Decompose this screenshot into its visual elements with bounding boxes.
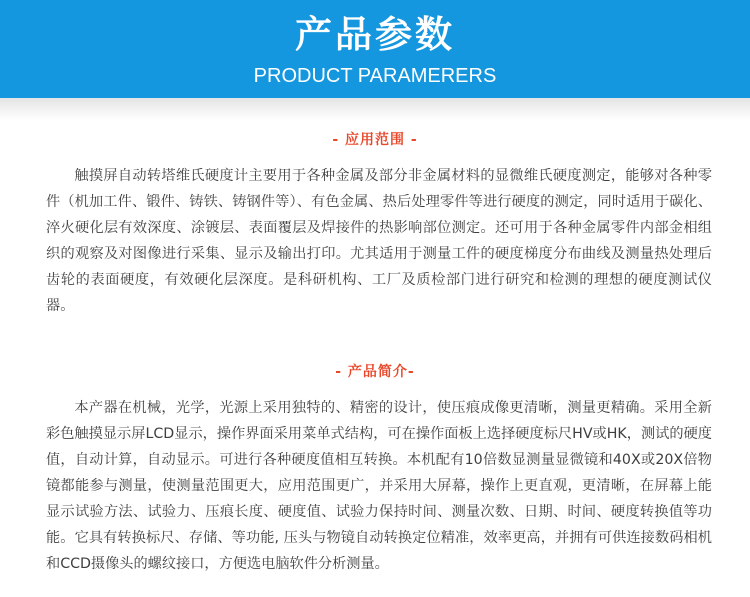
section-body: 本产器在机械，光学，光源上采用独特的、精密的设计，使压痕成像更清晰，测量更精确。采用全新彩色触摸显示屏LCD显示，操作界面采用菜单式结构，可在操作面板上选择硬度标尺HV或HK，测试的硬度值，自动计算，自动显示。可进行各种硬度值相互转换。本机配有10倍数显测量显微镜和40X或20X倍物镜都能参与测量，使测量范围更大，应用范围更广，并采用大屏幕，操作上更直观，更清晰，在屏幕上能显示试验方法、试验力、压痕长度、硬度值、试验力保持时间、测量次数、日期、时间、硬度转换值等功能。它具有转换标尺、存储、等功能, 压头与物镜自动转换定位精准，效率更高，并拥有可供连接数码相机和CCD摄像头的螺纹接口，方便选电脑软件分析测量。 [46, 400, 712, 572]
header-banner [0, 0, 750, 98]
header-shadow [0, 98, 750, 120]
section-title: - 应用范围 - [332, 132, 418, 148]
page-subtitle: PRODUCT PARAMERERS [253, 65, 497, 87]
section-body: 触摸屏自动转塔维氏硬度计主要用于各种金属及部分非金属材料的显微维氏硬度测定，能够对各种零件（机加工件、锻件、铸铁、铸钢件等）、有色金属、热后处理零件等进行硬度的测定，同时适用于碳化、淬火硬化层有效深度、涂镀层、表面覆层及焊接件的热影响部位测定。还可用于各种金属零件内部金相组织的观察及对图像进行采集、显示及输出打印。尤其适用于测量工件的硬度梯度分布曲线及测量热处理后齿轮的表面硬度，有效硬化层深度。是科研机构、工厂及质检部门进行研究和检测的理想的硬度测试仪器。 [46, 168, 712, 314]
page-title: 产品参数 [295, 13, 455, 56]
section-title: - 产品简介- [335, 364, 415, 380]
application-scope-section [0, 131, 750, 319]
product-intro-section [0, 363, 750, 577]
